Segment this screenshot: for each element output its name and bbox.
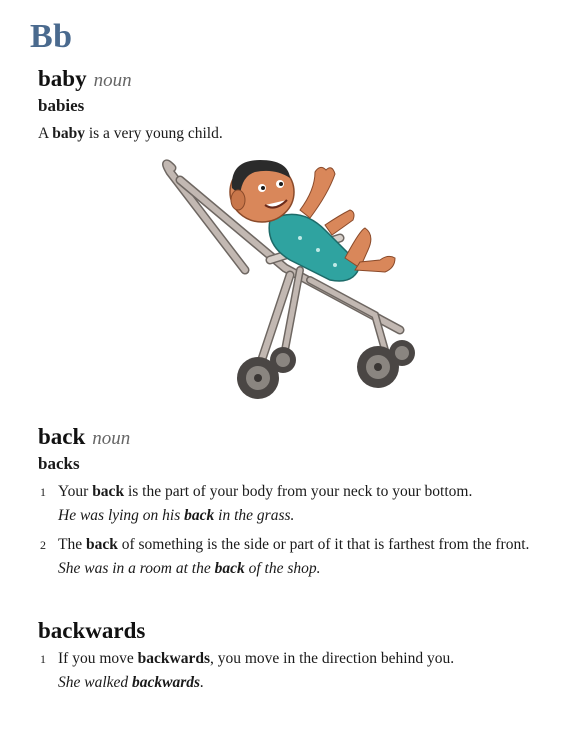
entry-backwards	[38, 618, 543, 694]
sense-1	[38, 649, 543, 694]
stroller-wheel	[389, 340, 415, 366]
definition: A baby is a very young child.	[38, 124, 223, 142]
letter-heading: Bb	[30, 18, 73, 55]
headword: baby	[38, 66, 87, 91]
example-sentence: He was lying on his back in the grass.	[58, 506, 295, 524]
plural-form: babies	[38, 95, 85, 115]
stroller-wheel	[270, 347, 296, 373]
headword-line	[38, 66, 543, 92]
sense-2	[38, 535, 543, 580]
headword: backwards	[38, 618, 146, 643]
sense-definition: Your back is the part of your body from your neck to your bottom.	[58, 482, 473, 500]
entry-baby	[38, 66, 543, 145]
example-sentence: She walked backwards.	[58, 674, 204, 692]
part-of-speech: noun	[92, 428, 131, 449]
headword-line	[38, 618, 543, 643]
headword: back	[38, 424, 86, 449]
part-of-speech: noun	[93, 70, 132, 91]
entry-back	[38, 424, 543, 580]
headword-line	[38, 424, 543, 450]
sense-number: 2	[40, 537, 46, 552]
plural-form: backs	[38, 453, 80, 473]
example-sentence: She was in a room at the back of the shop.	[58, 559, 321, 577]
sense-definition: The back of something is the side or part of it that is farthest from the front.	[58, 535, 530, 553]
sense-definition: If you move backwards, you move in the direction behind you.	[58, 650, 455, 668]
baby-stroller-illustration	[150, 150, 430, 405]
sense-number: 1	[40, 652, 46, 667]
sense-number: 1	[40, 484, 46, 499]
sense-1	[38, 482, 543, 527]
